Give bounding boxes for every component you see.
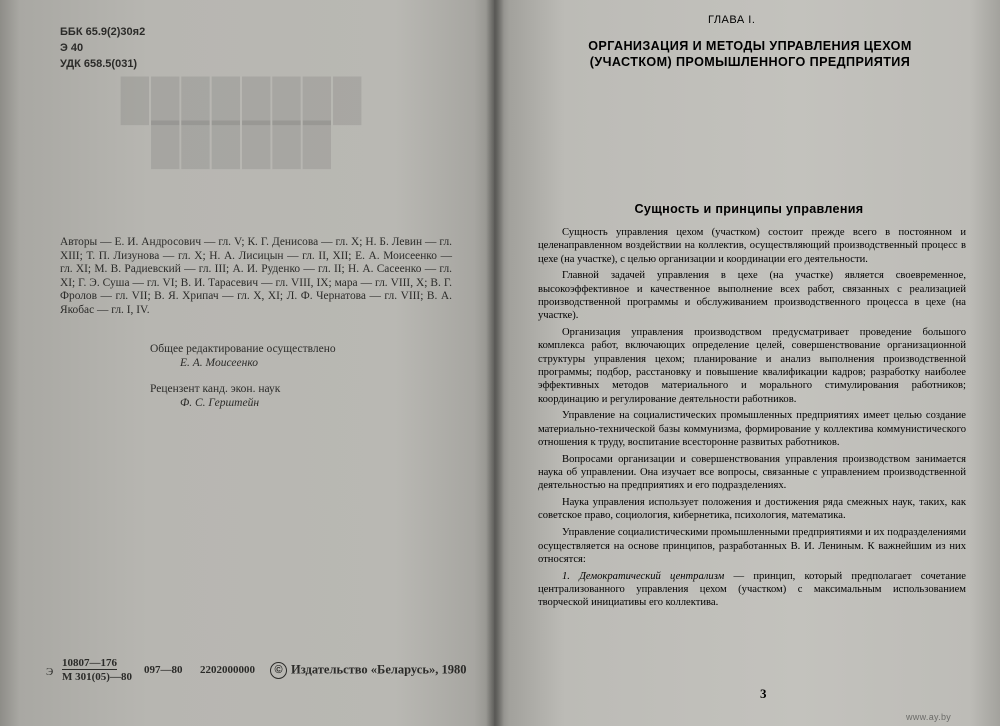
udk-code: УДК 658.5(031) xyxy=(60,58,138,70)
book-gutter xyxy=(486,0,504,726)
left-page xyxy=(0,0,494,726)
editor-name: Е. А. Моисеенко xyxy=(180,357,259,369)
classification-codes xyxy=(60,24,145,72)
paragraph: Вопросами организации и совершенствования управления производством занимается наука об управлении. Она изучает все вопросы, связанные с управлением производственной деятельностью на предприятиях и его подразделениях. xyxy=(538,453,966,492)
chapter-title-line-2: (УЧАСТКОМ) ПРОМЫШЛЕННОГО ПРЕДПРИЯТИЯ xyxy=(589,55,911,69)
paragraph: Сущность управления цехом (участком) состоит прежде всего в постоянном и целенаправленном воздействии на коллектив, осуществляющий производственный процесс в цехе (на участке), с целью организации и координации его деятельности. xyxy=(538,227,966,265)
paragraph: Организация управления производством предусматривает проведение большого комплекса работ, включающих определение целей, совершенствование организационной структуры управления цехом; планирование и анализ выполнения производственной программы; подбор, расстановку и повышение квалификации кадров; разработку наиболее эффективных методов материального и морального стимулирования работников; координацию и регулирование деятельности работников. xyxy=(538,327,966,405)
catalog-fraction xyxy=(62,656,132,684)
watermark: www.ay.by xyxy=(906,712,952,722)
page-number: 3 xyxy=(760,686,767,701)
chapter-title-line-1: ОРГАНИЗАЦИЯ И МЕТОДЫ УПРАВЛЕНИЯ ЦЕХОМ xyxy=(588,39,912,53)
bleed-through-shadow: ████████ ██████ xyxy=(118,77,362,166)
authors-list: Авторы — Е. И. Андросович — гл. V; К. Г. Денисова — гл. X; Н. Б. Левин — гл. XIII; Т. П. Лизунова — гл. X; Н. А. Лисицын — гл. II, XII; Е. А. Моисеенко — гл. XI; М. В. Радиевский — гл. III; А. И. Руденко — гл. II; Н. А. Сасеенко — гл. XI; Г. Э. Суша — гл. VI; В. И. Тарасевич — гл. VIII, IX; мара — гл. VIII, X; В. Г. Фролов — гл. VII; В. Я. Хрипач — гл. X, XI; Л. Ф. Чернатова — гл. VIII; В. А. Якобас — гл. I, IV. xyxy=(60,236,452,316)
catalog-numerator: 10807—176 xyxy=(62,657,117,669)
editor-label: Общее редактирование осуществлено xyxy=(150,343,336,355)
editor-credit xyxy=(150,342,336,370)
catalog-denominator: М 301(05)—80 xyxy=(62,671,132,683)
bbk-code: ББК 65.9(2)30я2 xyxy=(60,26,146,38)
section-title: Сущность и принципы управления xyxy=(634,202,864,216)
paragraph: Управление на социалистических промышленных предприятиях имеет целью создание материально-технической базы коммунизма, формирование у коллектива коммунистического отношения к труду, воспитание всесторонне развитых работников. xyxy=(538,410,966,448)
reviewer-label: Рецензент канд. экон. наук xyxy=(150,383,281,395)
paragraph: Управление социалистическими промышленными предприятиями и их подразделениями осуществляется на основе принципов, разработанных В. И. Лениным. К важнейшим из них относятся: xyxy=(538,527,966,565)
paragraph: Наука управления использует положения и достижения ряда смежных наук, таких, как советское право, социология, кибернетика, психология, математика. xyxy=(538,497,966,522)
paragraph: Главной задачей управления в цехе (на участке) является своевременное, высокоэффективное и качественное выполнение всех работ, связанных с реализацией производственной программы и обслуживанием производственного процесса в цехе (на участке). xyxy=(538,270,966,322)
principle-paragraph xyxy=(538,570,966,610)
catalog-middle: 097—80 xyxy=(144,664,183,676)
chapter-label: ГЛАВА I. xyxy=(708,14,756,26)
principle-term: Демократический централизм xyxy=(579,570,725,582)
principle-text: — принцип, который предполагает сочетание централизованного управления цехом (участком) с максимальным использованием творческой инициативы его коллектива. xyxy=(538,570,966,609)
reviewer-credit xyxy=(150,382,280,410)
catalog-code: 2202000000 xyxy=(200,664,255,676)
publisher-name: Издательство «Беларусь», 1980 xyxy=(291,662,467,677)
publisher-line xyxy=(270,662,466,679)
catalog-prefix: Э xyxy=(46,666,54,678)
chapter-title xyxy=(560,38,940,70)
reviewer-name: Ф. С. Герштейн xyxy=(180,397,260,409)
body-text xyxy=(538,226,966,613)
copyright-icon: © xyxy=(270,662,287,679)
principle-number: 1. xyxy=(562,570,570,582)
index-code: Э 40 xyxy=(60,42,84,54)
